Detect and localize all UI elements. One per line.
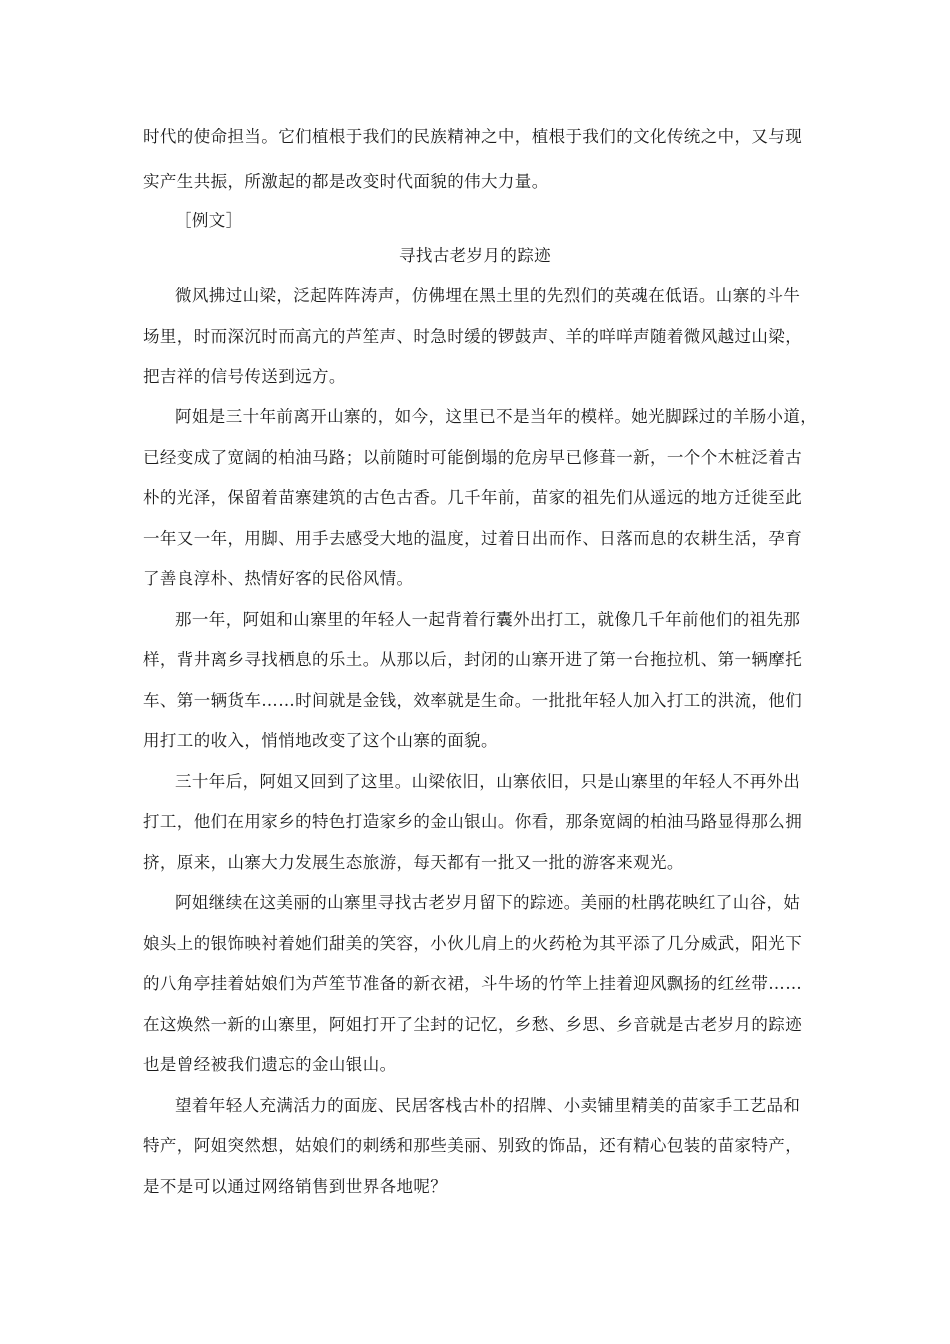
paragraph-line: 已经变成了宽阔的柏油马路；以前随时可能倒塌的危房早已修葺一新，一个个木桩泛着古 bbox=[143, 448, 803, 467]
paragraph-line: 那一年，阿姐和山寨里的年轻人一起背着行囊外出打工，就像几千年前他们的祖先那 bbox=[175, 610, 801, 629]
paragraph-line: 场里，时而深沉时而高亢的芦笙声、时急时缓的锣鼓声、羊的咩咩声随着微风越过山梁， bbox=[143, 327, 803, 346]
paragraph-line: 了善良淳朴、热情好客的民俗风情。 bbox=[143, 569, 414, 588]
paragraph-line: 样，背井离乡寻找栖息的乐土。从那以后，封闭的山寨开进了第一台拖拉机、第一辆摩托 bbox=[143, 650, 803, 669]
paragraph-line: 微风拂过山梁，泛起阵阵涛声，仿佛埋在黑土里的先烈们的英魂在低语。山寨的斗牛 bbox=[175, 286, 801, 305]
paragraph-line: 一年又一年，用脚、用手去感受大地的温度，过着日出而作、日落而息的农耕生活，孕育 bbox=[143, 529, 803, 548]
paragraph-line: 在这焕然一新的山寨里，阿姐打开了尘封的记忆，乡愁、乡思、乡音就是古老岁月的踪迹 bbox=[143, 1015, 803, 1034]
paragraph-line: 的八角亭挂着姑娘们为芦笙节准备的新衣裙，斗牛场的竹竿上挂着迎风飘扬的红丝带…… bbox=[143, 974, 803, 993]
intro-line: 实产生共振，所激起的都是改变时代面貌的伟大力量。 bbox=[143, 172, 549, 191]
essay-title: 寻找古老岁月的踪迹 bbox=[398, 246, 552, 265]
paragraph-line: 也是曾经被我们遗忘的金山银山。 bbox=[143, 1055, 397, 1074]
paragraph-line: 望着年轻人充满活力的面庞、民居客栈古朴的招牌、小卖铺里精美的苗家手工艺品和 bbox=[175, 1096, 801, 1115]
paragraph-line: 挤，原来，山寨大力发展生态旅游，每天都有一批又一批的游客来观光。 bbox=[143, 853, 684, 872]
paragraph-line: 把吉祥的信号传送到远方。 bbox=[143, 367, 346, 386]
paragraph-line: 车、第一辆货车……时间就是金钱，效率就是生命。一批批年轻人加入打工的洪流，他们 bbox=[143, 691, 803, 710]
paragraph-line: 是不是可以通过网络销售到世界各地呢？ bbox=[143, 1177, 448, 1196]
paragraph-line: 娘头上的银饰映衬着她们甜美的笑容，小伙儿肩上的火药枪为其平添了几分威武，阳光下 bbox=[143, 934, 803, 953]
paragraph-line: 特产，阿姐突然想，姑娘们的刺绣和那些美丽、别致的饰品，还有精心包装的苗家特产， bbox=[143, 1136, 803, 1155]
paragraph-line: 打工，他们在用家乡的特色打造家乡的金山银山。你看，那条宽阔的柏油马路显得那么拥 bbox=[143, 812, 803, 831]
example-label: ［例文］ bbox=[175, 211, 243, 230]
paragraph-line: 用打工的收入，悄悄地改变了这个山寨的面貌。 bbox=[143, 731, 498, 750]
paragraph-line: 阿姐继续在这美丽的山寨里寻找古老岁月留下的踪迹。美丽的杜鹃花映红了山谷，姑 bbox=[175, 893, 801, 912]
paragraph-line: 朴的光泽，保留着苗寨建筑的古色古香。几千年前，苗家的祖先们从遥远的地方迁徙至此 bbox=[143, 488, 803, 507]
intro-line: 时代的使命担当。它们植根于我们的民族精神之中，植根于我们的文化传统之中，又与现 bbox=[143, 127, 803, 146]
paragraph-line: 三十年后，阿姐又回到了这里。山梁依旧，山寨依旧，只是山寨里的年轻人不再外出 bbox=[175, 772, 801, 791]
paragraph-line: 阿姐是三十年前离开山寨的，如今，这里已不是当年的模样。她光脚踩过的羊肠小道， bbox=[175, 407, 818, 426]
